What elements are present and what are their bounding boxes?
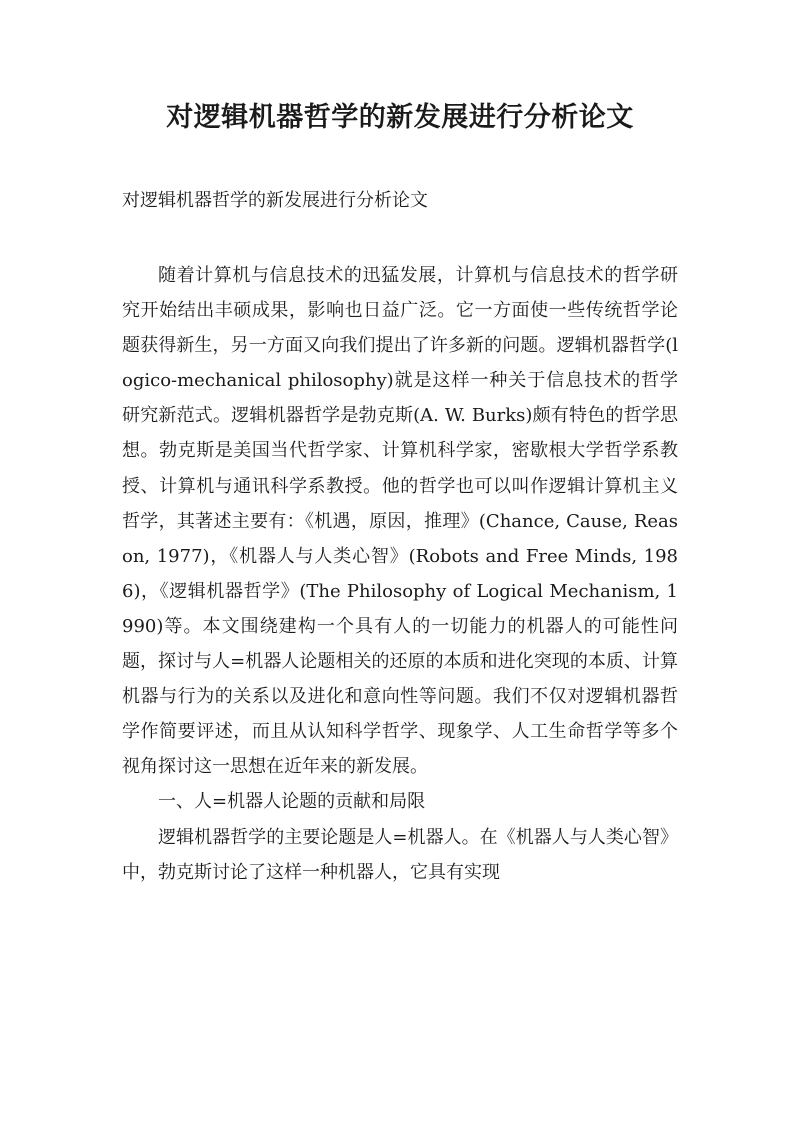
document-title: 对逻辑机器哲学的新发展进行分析论文 — [166, 102, 634, 133]
document-body — [122, 258, 678, 890]
document-subtitle: 对逻辑机器哲学的新发展进行分析论文 — [122, 190, 428, 211]
section-heading: 一、人=机器人论题的贡献和局限 — [158, 791, 426, 813]
body-paragraph: 逻辑机器哲学的主要论题是人=机器人。在《机器人与人类心智》中，勃克斯讨论了这样一种机器人，它具有实现 — [122, 826, 678, 883]
body-paragraph-intro: 随着计算机与信息技术的迅猛发展，计算机与信息技术的哲学研究开始结出丰硕成果，影响也日益广泛。它一方面使一些传统哲学论题获得新生，另一方面又向我们提出了许多新的问题。逻辑机器哲学(logico-mechanical philosophy)就是这样一种关于信息技术的哲学研究新范式。逻辑机器哲学是勃克斯(A. W. Burks)颇有特色的哲学思想。勃克斯是美国当代哲学家、计算机科学家，密歇根大学哲学系教授、计算机与通讯科学系教授。他的哲学也可以叫作逻辑计算机主义哲学，其著述主要有：《机遇，原因，推理》(Chance, Cause, Reason, 1977)，《机器人与人类心智》(Robots and Free Minds, 1986)，《逻辑机器哲学》(The Philosophy of Logical Mechanism, 1990)等。本文围绕建构一个具有人的一切能力的机器人的可能性问题，探讨与人=机器人论题相关的还原的本质和进化突现的本质、计算机器与行为的关系以及进化和意向性等问题。我们不仅对逻辑机器哲学作简要评述，而且从认知科学哲学、现象学、人工生命哲学等多个视角探讨这一思想在近年来的新发展。 — [122, 265, 678, 778]
